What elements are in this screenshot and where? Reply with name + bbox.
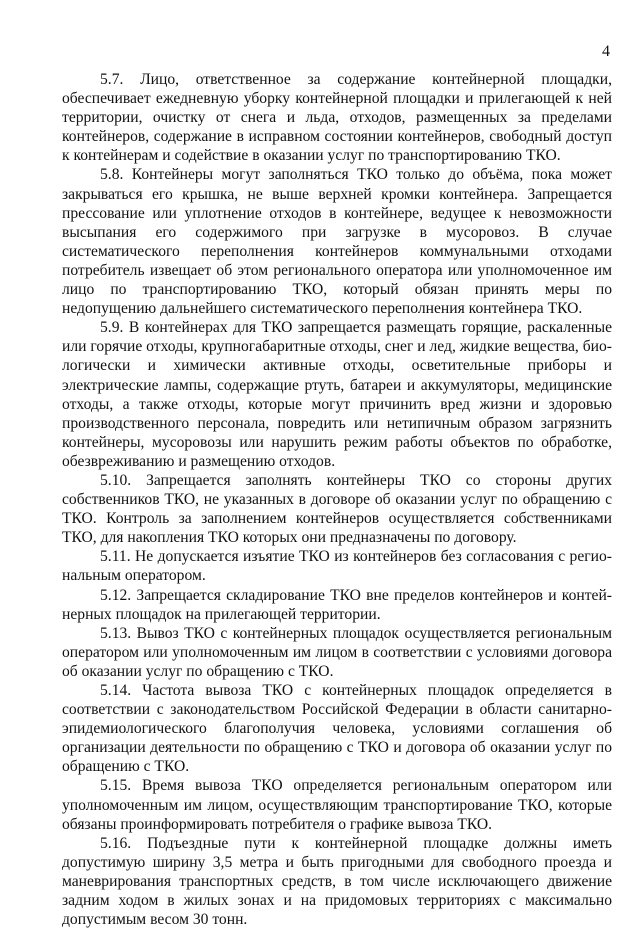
- document-body: [62, 70, 612, 929]
- paragraph-5-15: 5.15. Время вывоза ТКО определяется региональным оператором или уполномоченным им лицом, осуществляющим транспортирование ТКО, которые обязаны проинформировать потребителя о графике вывоза ТКО.: [62, 777, 612, 833]
- paragraph-5-8: 5.8. Контейнеры могут заполняться ТКО только до объёма, пока может закрываться его крышка, не выше верхней кромки контейнера. Запрещается прессование или уплотнение отходов в контейнере, ведущее к невозможности высыпания его содержимого при загрузке в мусоровоз. В случае систематического переполнения контейнеров коммунальными отходами потребитель извещает об этом регионального оператора или уполномоченное им лицо по транспортированию ТКО, который обязан принять меры по недопущению дальнейшего систематического переполнения контейнера ТКО.: [62, 166, 612, 318]
- paragraph-5-12: 5.12. Запрещается складирование ТКО вне пределов контейнеров и контейнерных площадок на прилегающей территории.: [62, 586, 612, 623]
- paragraph-5-7: 5.7. Лицо, ответственное за содержание контейнерной площадки, обеспечивает ежедневную уборку контейнерной площадки и прилегающей к ней территории, очистку от снега и льда, отходов, размещенных за пределами контейнеров, содержание в исправном состоянии контейнеров, свободный доступ к контейнерам и содействие в оказании услуг по транспортированию ТКО.: [62, 71, 612, 165]
- paragraph-5-13: 5.13. Вывоз ТКО с контейнерных площадок осуществляется региональным оператором или уполномоченным им лицом в соответствии с условиями договора об оказании услуг по обращению с ТКО.: [62, 624, 612, 680]
- paragraph-5-16: 5.16. Подъездные пути к контейнерной площадке должны иметь допустимую ширину 3,5 метра и быть пригодными для свободного проезда и маневрирования транспортных средств, в том числе исключающего движение задним ходом в жилых зонах и на придомовых территориях с максимально допустимым весом 30 тонн.: [62, 834, 612, 929]
- paragraph-5-11: 5.11. Не допускается изъятие ТКО из контейнеров без согласования с региональным оператором.: [62, 548, 612, 585]
- paragraph-5-14: 5.14. Частота вывоза ТКО с контейнерных площадок определяется в соответствии с законодательством Российской Федерации в области санитарно-эпидемиологического благополучия человека, условиями соглашения об организации деятельности по обращению с ТКО и договора об оказании услуг по обращению с ТКО.: [62, 682, 612, 776]
- page-number: 4: [602, 43, 610, 60]
- paragraph-5-9: 5.9. В контейнерах для ТКО запрещается размещать горящие, раскаленные или горячие отходы, крупногабаритные отходы, снег и лед, жидкие вещества, биологически и химически активные отходы, осветительные приборы и электрические лампы, содержащие ртуть, батареи и аккумуляторы, медицинские отходы, а также отходы, которые могут причинить вред жизни и здоровью производственного персонала, повредить или нетипичным образом загрязнить контейнеры, мусоровозы или нарушить режим работы объектов по обработке, обезвреживанию и размещению отходов.: [62, 319, 612, 470]
- paragraph-5-10: 5.10. Запрещается заполнять контейнеры ТКО со стороны других собственников ТКО, не указанных в договоре об оказании услуг по обращению с ТКО. Контроль за заполнением контейнеров осуществляется собственниками ТКО, для накопления ТКО которых они предназначены по договору.: [62, 471, 612, 547]
